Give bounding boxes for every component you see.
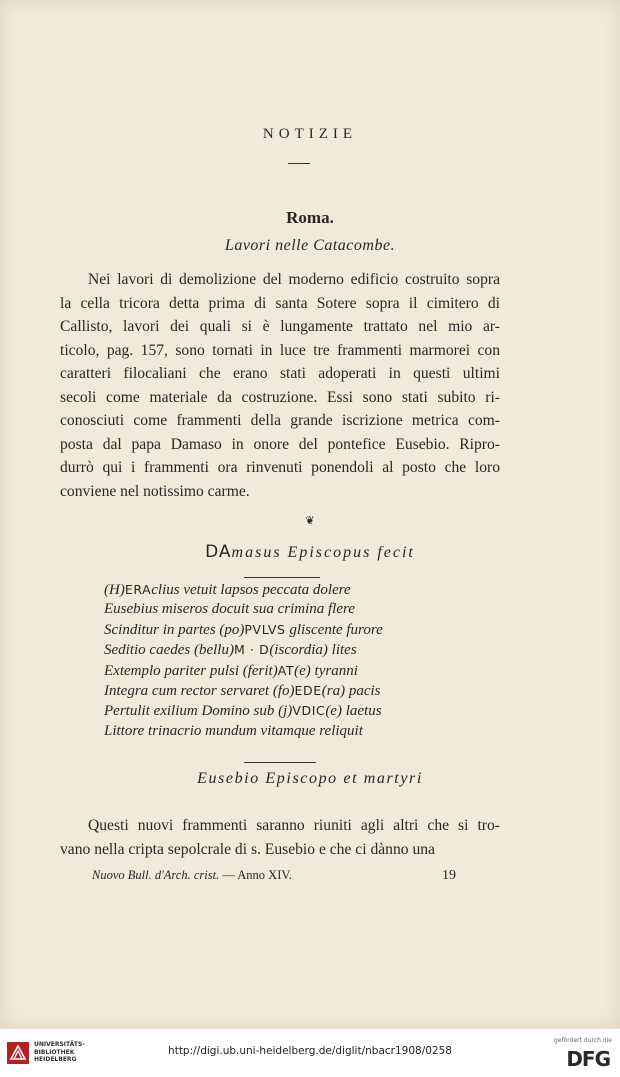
surviving-fragment-letters: VDIC xyxy=(292,703,326,719)
surviving-fragment-letters: AT xyxy=(277,662,295,678)
paragraph-line: Nei lavori di demolizione del moderno edificio costruito sopra xyxy=(88,271,500,288)
paragraph-line: posta dal papa Damaso in onore del pontefice Eusebio. Ripro- xyxy=(60,435,500,453)
restored-verse-text: Scinditur in partes (po) xyxy=(104,621,245,638)
viewer-bottom-bar xyxy=(0,1028,620,1077)
surviving-fragment-letters: PVLVS xyxy=(244,621,286,637)
restored-verse-text: gliscente furore xyxy=(285,621,383,638)
paragraph-line: secoli come materiale da costruzione. Essi sono stati subito ri- xyxy=(60,388,500,406)
inscription-verses xyxy=(104,580,383,741)
paragraph-line: conviene nel notissimo carme. xyxy=(60,482,250,500)
institution-line: HEIDELBERG xyxy=(34,1056,77,1063)
footer-volume: Anno XIV. xyxy=(237,868,292,882)
inscription-verse xyxy=(104,661,383,681)
page-number: 19 xyxy=(442,868,456,883)
paragraph-line: Questi nuovi frammenti saranno riuniti agli altri che si tro- xyxy=(88,817,500,834)
heading-rule xyxy=(288,163,310,164)
restored-verse-text: (H) xyxy=(104,582,125,598)
restored-verse-text: (ra) pacis xyxy=(321,683,381,700)
page-heading: NOTIZIE xyxy=(262,126,358,142)
inscription-verse xyxy=(104,640,383,660)
paragraph-line: Callisto, lavori dei quali si è lungamente trattato nel mio ar- xyxy=(60,318,500,335)
inscription-top-rule xyxy=(244,577,320,578)
sponsor-caption: gefördert durch die xyxy=(554,1037,612,1044)
permalink-url[interactable]: http://digi.ub.uni-heidelberg.de/diglit/nbacr1908/0258 xyxy=(168,1045,452,1057)
restored-verse-text: (e) laetus xyxy=(325,703,382,720)
restored-verse-text: Littore trinacrio mundum vitamque reliquit xyxy=(104,722,363,739)
section-subtitle: Lavori nelle Catacombe. xyxy=(224,237,396,254)
inscription-verse xyxy=(104,620,383,640)
restored-verse-text: (iscordia) lites xyxy=(269,642,357,659)
inscription-verse xyxy=(104,701,383,721)
footer-separator: — xyxy=(219,868,238,882)
inscription-title-caps: DA xyxy=(205,542,232,562)
surviving-fragment-letters: ERA xyxy=(124,582,152,597)
restored-verse-text: clius vetuit lapsos peccata dolere xyxy=(151,582,351,598)
inscription-bottom-rule xyxy=(244,762,316,763)
inscription-verse xyxy=(104,580,383,600)
paragraph-line: ticolo, pag. 157, sono tornati in luce tre frammenti marmorei con xyxy=(60,341,500,359)
paragraph-line: durrò qui i frammenti ora rinvenuti ponendoli al posto che loro xyxy=(60,459,500,476)
institution-line: UNIVERSITÄTS- xyxy=(34,1041,85,1048)
institution-line: BIBLIOTHEK xyxy=(34,1048,75,1056)
restored-verse-text: Eusebius miseros docuit sua crimina flere xyxy=(104,601,355,618)
restored-verse-text: (e) tyranni xyxy=(294,662,358,679)
inscription-title-rest: masus Episcopus fecit xyxy=(231,544,415,561)
section-title: Roma. xyxy=(286,208,334,227)
restored-verse-text: Pertulit exilium Domino sub (j) xyxy=(104,703,293,720)
surviving-fragment-letters: EDE xyxy=(294,683,322,699)
dfg-logo: DFG xyxy=(566,1047,610,1071)
restored-verse-text: Extemplo pariter pulsi (ferit) xyxy=(104,662,278,679)
inscription-verse xyxy=(104,722,383,741)
inscription-verse xyxy=(104,681,383,701)
inscription-dedication: Eusebio Episcopo et martyri xyxy=(197,770,423,787)
inscription-verse xyxy=(104,600,383,619)
restored-verse-text: Integra cum rector servaret (fo) xyxy=(104,683,295,700)
page-footer xyxy=(92,868,456,883)
footer-journal: Nuovo Bull. d'Arch. crist. xyxy=(92,868,220,882)
restored-verse-text: Seditio caedes (bellu) xyxy=(104,642,234,659)
fleuron-ornament: ❦ xyxy=(305,515,315,527)
paragraph-line: vano nella cripta sepolcrale di s. Eusebio e che ci dànno una xyxy=(60,840,435,858)
paragraph-line: la cella tricora detta prima di santa Sotere sopra il cimitero di xyxy=(60,294,500,312)
paragraph-line: caratteri filocaliani che erano stati adoperati in questi ultimi xyxy=(60,365,500,382)
paragraph-2 xyxy=(60,814,500,861)
inscription-title xyxy=(0,542,620,562)
paragraph-1 xyxy=(60,268,500,503)
paragraph-line: conosciuti come frammenti della grande iscrizione metrica com- xyxy=(60,412,500,429)
surviving-fragment-letters: M · D xyxy=(233,642,270,658)
